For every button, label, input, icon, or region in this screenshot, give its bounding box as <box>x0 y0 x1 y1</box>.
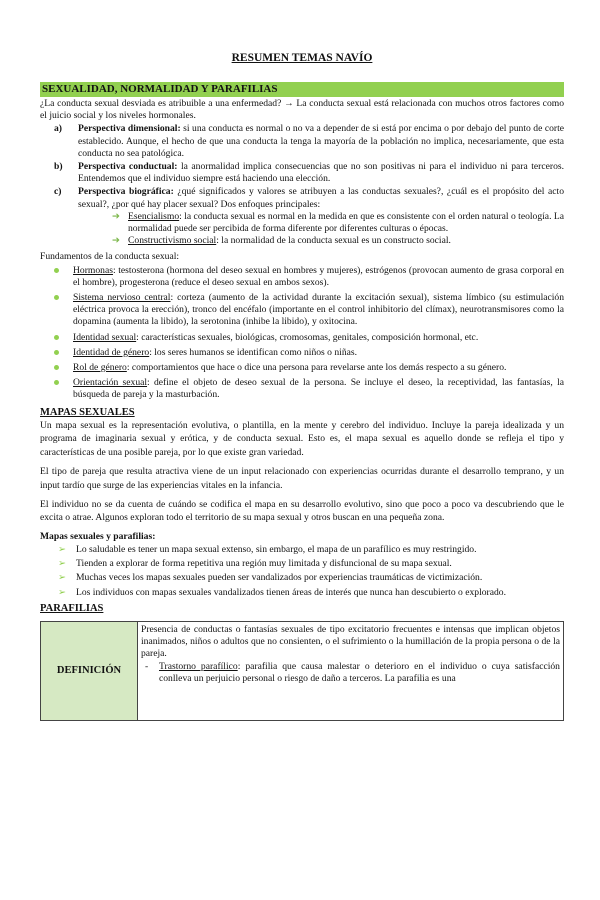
item-text: : corteza (aumento de la actividad durante la excitación sexual), sistema límbico (su estimulación eléctrica provoca la erección), tronco del encéfalo (importante en el control inhibitorio del clímax), neurotransmisores como la dopamina (aumenta la libido), la serotonina (inhibe la libido), y oxitocina. <box>73 292 565 328</box>
arrowhead-icon: ➢ <box>58 572 67 584</box>
perspective-item <box>40 186 564 210</box>
dash-marker: - <box>145 660 149 672</box>
paragraph: El tipo de pareja que resulta atractiva viene de un input relacionado con experiencias ocurridas durante el desarrollo temprano, y un input tardío que surge de las experiencias vitales en la infancia. <box>40 466 564 491</box>
list-item: ➢ Tienden a explorar de forma repetitiva una región muy limitada y disfuncional de su mapa sexual. <box>58 558 452 570</box>
list-item: ➢ Muchas veces los mapas sexuales pueden ser vandalizados por experiencias traumáticas de victimización. <box>58 572 483 584</box>
section-heading-sexualidad: SEXUALIDAD, NORMALIDAD Y PARAFILIAS <box>40 82 564 97</box>
arrow-icon: ➔ <box>112 210 121 222</box>
item-term: Hormonas <box>73 264 113 276</box>
arrow-icon: ➔ <box>112 235 121 247</box>
item-text: : los seres humanos se identifican como niños o niñas. <box>149 346 358 358</box>
bullet-icon <box>54 365 59 370</box>
maps-label: Mapas sexuales y parafilias: <box>40 530 156 542</box>
intro-paragraph: ¿La conducta sexual desviada es atribuible a una enfermedad? → La conducta sexual está relacionada con muchos otros factores como el juicio social y los niveles hormonales. <box>40 98 564 122</box>
item-text: : parafilia que causa malestar o deterioro en el individuo o cuya satisfacción conlleva un perjuicio personal o riesgo de daño a terceros. La parafilia es una <box>159 660 560 684</box>
perspective-term: Perspectiva dimensional: <box>78 123 181 135</box>
fundamentals-label: Fundamentos de la conducta sexual: <box>40 251 180 263</box>
list-marker: a) <box>54 123 62 135</box>
section-heading-mapas: MAPAS SEXUALES <box>40 406 135 418</box>
arrowhead-icon: ➢ <box>58 543 67 555</box>
list-marker: b) <box>54 161 63 173</box>
perspective-text: si una conducta es normal o no va a depender de si está por encima o por debajo del punto de corte establecido. Aunque, el hecho de que una conducta la tenga la mayoría de la población no implica, necesariamente, que esta conducta no sea patológica. <box>78 123 564 159</box>
item-text: : comportamientos que hace o dice una persona para revelarse ante los demás respecto a su género. <box>126 362 507 374</box>
list-item <box>40 377 564 401</box>
perspective-term: Perspectiva biográfica: <box>78 186 174 198</box>
arrowhead-icon: ➢ <box>58 558 67 570</box>
approach-term: Esencialismo <box>128 210 180 222</box>
item-term: Identidad de género <box>73 346 150 358</box>
item-term: Trastorno parafílico <box>159 660 238 672</box>
bullet-icon <box>54 335 59 340</box>
table-label: DEFINICIÓN <box>41 622 138 720</box>
list-item: ➢ Lo saludable es tener un mapa sexual extenso, sin embargo, el mapa de un parafílico es muy restringido. <box>58 543 477 555</box>
list-item <box>40 332 564 344</box>
item-text: : características sexuales, biológicas, cromosomas, genitales, composición hormonal, etc. <box>136 331 479 343</box>
approach-item <box>40 211 564 235</box>
approach-item <box>40 235 564 247</box>
definition-table <box>40 621 564 721</box>
list-item <box>40 292 564 329</box>
perspective-text: la anormalidad implica consecuencias que no son positivas ni para el individuo ni para terceros. Entendemos que el individuo siempre está haciendo una elección. <box>78 161 565 185</box>
list-item: ➢ Los individuos con mapas sexuales vandalizados tienen áreas de interés que nunca han descubierto o explorado. <box>58 586 506 598</box>
bullet-icon <box>54 350 59 355</box>
arrowhead-icon: ➢ <box>58 586 67 598</box>
perspective-item <box>40 123 564 160</box>
bullet-icon <box>54 380 59 385</box>
approach-text: : la normalidad de la conducta sexual es un constructo social. <box>216 235 451 247</box>
list-marker: c) <box>54 186 62 198</box>
table-cell <box>138 622 563 720</box>
bullet-icon <box>54 295 59 300</box>
list-item <box>40 347 564 359</box>
perspective-text: ¿qué significados y valores se atribuyen a las conductas sexuales?, ¿cuál es el propósito del acto sexual?, ¿por qué hay placer sexual? Dos enfoques principales: <box>78 186 564 210</box>
item-text: : define el objeto de deseo sexual de la persona. Se incluye el deseo, la receptividad, las fantasías, la búsqueda de pareja y la masturbación. <box>73 377 564 401</box>
paragraph: El individuo no se da cuenta de cuándo se codifica el mapa en su desarrollo evolutivo, sino que poco a poco va descubriendo que le excita o atrae. Algunos exploran todo el territorio de su mapa sexual y otros buscan en una pequeña zona. <box>40 498 564 524</box>
list-item <box>40 265 564 289</box>
fundamentals-list <box>40 265 564 402</box>
document-page <box>0 52 600 900</box>
item-term: Orientación sexual <box>73 377 148 389</box>
approach-term: Constructivismo social <box>128 235 217 247</box>
item-term: Sistema nervioso central <box>73 292 171 304</box>
list-item <box>40 362 564 374</box>
perspective-term: Perspectiva conductual: <box>78 161 178 173</box>
section-heading-parafilias: PARAFILIAS <box>40 602 104 614</box>
list-item <box>141 661 560 685</box>
definition-text: Presencia de conductas o fantasías sexuales de tipo excitatorio frecuentes e intensas que implican objetos inanimados, niños o adultos que no consienten, o el sufrimiento o la humillación de la propia persona o de la pareja. <box>141 623 560 660</box>
bullet-icon <box>54 268 59 273</box>
approach-text: : la conducta sexual es normal en la medida en que es consistente con el orden natural o teología. La normalidad puede ser percibida de forma diferente por diferentes culturas o épocas. <box>128 210 564 235</box>
perspective-item <box>40 161 564 185</box>
paragraph: Un mapa sexual es la representación evolutiva, o plantilla, en la mente y cerebro del individuo. Incluye la pareja idealizada y un programa de imaginaria sexual y erótica, y de conducta sexual. Esto es, el mapa sexual es aquello donde se refleja el tipo y características de una posible pareja, por lo que existe gran variedad. <box>40 419 564 458</box>
item-term: Identidad sexual <box>73 331 137 343</box>
document-title: RESUMEN TEMAS NAVÍO <box>231 52 373 64</box>
item-term: Rol de género <box>73 362 127 374</box>
item-text: : testosterona (hormona del deseo sexual en hombres y mujeres), estrógenos (provocan aumento de grasa corporal en el hombre), progesterona (reduce el deseo sexual en ambos sexos). <box>73 264 564 288</box>
